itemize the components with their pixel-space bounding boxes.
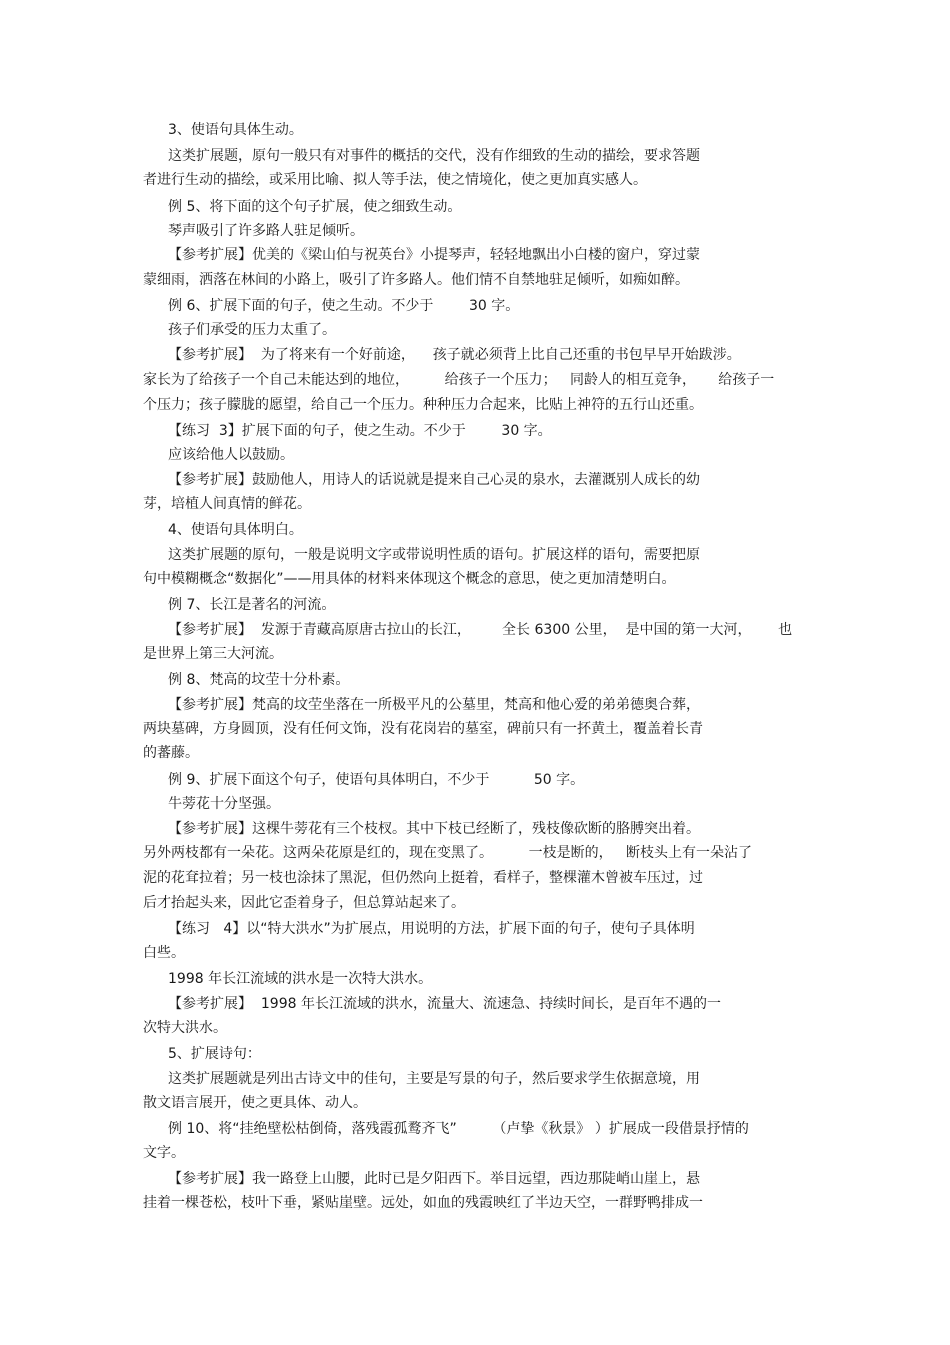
reference-line: 【参考扩展】 发源于青藏高原唐古拉山的长江， 全长 6300 公里， 是中国的第一大河， 也 xyxy=(168,622,793,638)
reference-line: 是世界上第三大河流。 xyxy=(143,646,283,662)
paragraph-line: 这类扩展题的原句，一般是说明文字或带说明性质的语句。扩展这样的语句，需要把原 xyxy=(168,547,700,563)
section-heading: 3、使语句具体生动。 xyxy=(168,122,303,138)
sentence-line: 应该给他人以鼓励。 xyxy=(168,447,294,463)
paragraph-line: 这类扩展题就是列出古诗文中的佳句，主要是写景的句子，然后要求学生依据意境，用 xyxy=(168,1071,700,1087)
example-heading: 例 10、将“挂绝壁松枯倒倚，落残霞孤鹜齐飞” （卢挚《秋景》 ）扩展成一段借景抒情的 xyxy=(168,1121,749,1137)
sentence-line: 牛蒡花十分坚强。 xyxy=(168,796,280,812)
example-heading: 例 6、扩展下面的句子，使之生动。不少于 30 字。 xyxy=(168,298,520,314)
paragraph-line: 这类扩展题，原句一般只有对事件的概括的交代，没有作细致的生动的描绘，要求答题 xyxy=(168,148,700,164)
example-heading: 例 5、将下面的这个句子扩展，使之细致生动。 xyxy=(168,199,462,215)
paragraph-line: 者进行生动的描绘，或采用比喻、拟人等手法，使之情境化，使之更加真实感人。 xyxy=(143,172,647,188)
reference-line: 【参考扩展】梵高的坟茔坐落在一所极平凡的公墓里，梵高和他心爱的弟弟德奥合葬， xyxy=(168,697,700,713)
section-heading: 5、扩展诗句： xyxy=(168,1046,261,1062)
example-heading: 例 8、梵高的坟茔十分朴素。 xyxy=(168,672,350,688)
reference-line: 芽，培植人间真情的鲜花。 xyxy=(143,496,311,512)
sentence-line: 孩子们承受的压力太重了。 xyxy=(168,322,336,338)
example-heading: 例 9、扩展下面这个句子，使语句具体明白，不少于 50 字。 xyxy=(168,772,585,788)
example-heading: 例 7、长江是著名的河流。 xyxy=(168,597,336,613)
reference-line: 【参考扩展】鼓励他人，用诗人的话说就是提来自己心灵的泉水，去灌溉别人成长的幼 xyxy=(168,472,700,488)
reference-line: 两块墓碑，方身圆顶，没有任何文饰，没有花岗岩的墓室，碑前只有一抔黄土，覆盖着长青 xyxy=(143,721,703,737)
reference-line: 的蕃藤。 xyxy=(143,745,199,761)
reference-line: 【参考扩展】这棵牛蒡花有三个枝杈。其中下枝已经断了，残枝像砍断的胳膊突出着。 xyxy=(168,821,700,837)
reference-line: 【参考扩展】 1998 年长江流域的洪水，流量大、流速急、持续时间长，是百年不遇的一 xyxy=(168,996,721,1012)
reference-line: 挂着一棵苍松，枝叶下垂，紧贴崖壁。远处，如血的残霞映红了半边天空，一群野鸭排成一 xyxy=(143,1195,703,1211)
reference-line: 后才抬起头来，因此它歪着身子，但总算站起来了。 xyxy=(143,895,465,911)
exercise-heading: 【练习 4】以“特大洪水”为扩展点，用说明的方法，扩展下面的句子，使句子具体明 xyxy=(168,921,695,937)
exercise-heading: 【练习 3】扩展下面的句子，使之生动。不少于 30 字。 xyxy=(168,423,552,439)
reference-line: 次特大洪水。 xyxy=(143,1020,227,1036)
reference-line: 家长为了给孩子一个自己未能达到的地位， 给孩子一个压力； 同龄人的相互竞争， 给孩子一 xyxy=(143,372,775,388)
reference-line: 蒙细雨，洒落在林间的小路上，吸引了许多路人。他们情不自禁地驻足倾听，如痴如醉。 xyxy=(143,272,689,288)
section-heading: 4、使语句具体明白。 xyxy=(168,522,303,538)
reference-line: 个压力；孩子朦胧的愿望，给自己一个压力。种种压力合起来，比贴上神符的五行山还重。 xyxy=(143,397,703,413)
paragraph-line: 句中模糊概念“数据化”——用具体的材料来体现这个概念的意思，使之更加清楚明白。 xyxy=(143,571,676,587)
paragraph-line: 散文语言展开，使之更具体、动人。 xyxy=(143,1095,367,1111)
reference-line: 另外两枝都有一朵花。这两朵花原是红的，现在变黑了。 一枝是断的， 断枝头上有一朵沾了 xyxy=(143,845,752,861)
example-heading: 文字。 xyxy=(143,1145,185,1161)
exercise-heading: 白些。 xyxy=(143,945,185,961)
reference-line: 【参考扩展】我一路登上山腰，此时已是夕阳西下。举目远望，西边那陡峭山崖上，悬 xyxy=(168,1171,700,1187)
reference-line: 【参考扩展】优美的《梁山伯与祝英台》小提琴声，轻轻地飘出小白楼的窗户，穿过蒙 xyxy=(168,247,700,263)
sentence-line: 1998 年长江流域的洪水是一次特大洪水。 xyxy=(168,971,433,987)
reference-line: 泥的花耷拉着；另一枝也涂抹了黑泥，但仍然向上挺着，看样子，整棵灌木曾被车压过，过 xyxy=(143,870,703,886)
sentence-line: 琴声吸引了许多路人驻足倾听。 xyxy=(168,223,364,239)
reference-line: 【参考扩展】 为了将来有一个好前途， 孩子就必须背上比自己还重的书包早早开始跋涉。 xyxy=(168,347,741,363)
